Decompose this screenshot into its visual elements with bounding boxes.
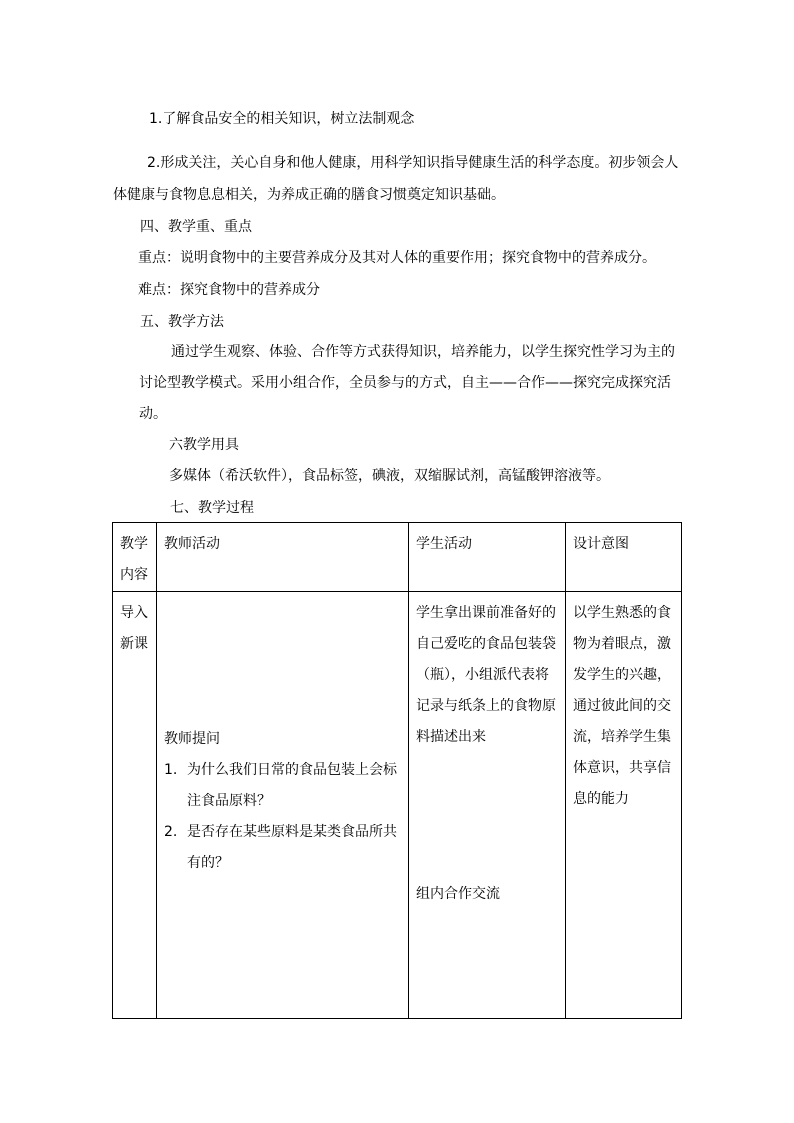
section-7-title: 七、教学过程 — [170, 500, 254, 516]
header-student: 学生活动 — [409, 523, 566, 592]
student-line: 记录与纸条上的食物原 — [416, 698, 556, 714]
student-line: （瓶），小组派代表将 — [416, 667, 549, 683]
goal-2-line-2: 体健康与食物息息相关，为养成正确的膳食习惯奠定知识基础。 — [113, 187, 505, 203]
student-group-discussion: 组内合作交流 — [416, 886, 500, 902]
header-teacher: 教师活动 — [157, 523, 409, 592]
design-line: 物为着眼点，激 — [573, 636, 671, 652]
row-teacher — [157, 592, 409, 1019]
table-header-row — [113, 523, 682, 592]
section-6-title: 六教学用具 — [169, 437, 239, 453]
method-line-3: 动。 — [139, 406, 167, 422]
teaching-process-table — [112, 522, 682, 1019]
section-5-title: 五、教学方法 — [140, 314, 224, 330]
teaching-tools: 多媒体（希沃软件），食品标签，碘液，双缩脲试剂，高锰酸钾溶液等。 — [169, 468, 610, 484]
method-line-2: 讨论型教学模式。采用小组合作，全员参与的方式，自主——合作——探究完成探究活 — [139, 375, 671, 391]
method-line-1: 通过学生观察、体验、合作等方式获得知识，培养能力，以学生探究性学习为主的 — [171, 344, 675, 360]
teacher-question-heading: 教师提问 — [164, 731, 220, 747]
row-student — [409, 592, 566, 1019]
student-line: 自己爱吃的食品包装袋 — [416, 636, 556, 652]
section-4-title: 四、教学重、重点 — [140, 219, 252, 235]
teacher-question-2: 2. 是否存在某些原料是某类食品所共 有的？ — [164, 824, 397, 871]
student-line: 料描述出来 — [416, 729, 486, 745]
header-content-line-2: 内容 — [120, 567, 148, 583]
key-point: 重点：说明食物中的主要营养成分及其对人体的重要作用；探究食物中的营养成分。 — [138, 250, 656, 266]
goal-2-line-1: 2.形成关注，关心自身和他人健康，用科学知识指导健康生活的科学态度。初步领会人 — [147, 155, 679, 171]
header-content — [113, 523, 157, 592]
header-content-line-1: 教学 — [120, 536, 148, 552]
design-line: 以学生熟悉的食 — [573, 605, 671, 621]
row-design — [566, 592, 682, 1019]
design-line: 流，培养学生集 — [573, 729, 671, 745]
design-line: 通过彼此间的交 — [573, 698, 671, 714]
header-design: 设计意图 — [566, 523, 682, 592]
row-content-line-2: 新课 — [120, 636, 148, 652]
table-row — [113, 592, 682, 1019]
teacher-question-list — [164, 755, 402, 879]
design-line: 发学生的兴趣， — [573, 667, 671, 683]
row-content-line-1: 导入 — [120, 605, 148, 621]
row-content — [113, 592, 157, 1019]
student-line: 学生拿出课前准备好的 — [416, 605, 556, 621]
goal-1: 1.了解食品安全的相关知识，树立法制观念 — [149, 111, 415, 127]
design-line: 体意识，共享信 — [573, 760, 671, 776]
difficult-point: 难点：探究食物中的营养成分 — [138, 282, 320, 298]
teacher-question-1: 1. 为什么我们日常的食品包装上会标 注食品原料？ — [164, 762, 397, 809]
design-line: 息的能力 — [573, 791, 629, 807]
